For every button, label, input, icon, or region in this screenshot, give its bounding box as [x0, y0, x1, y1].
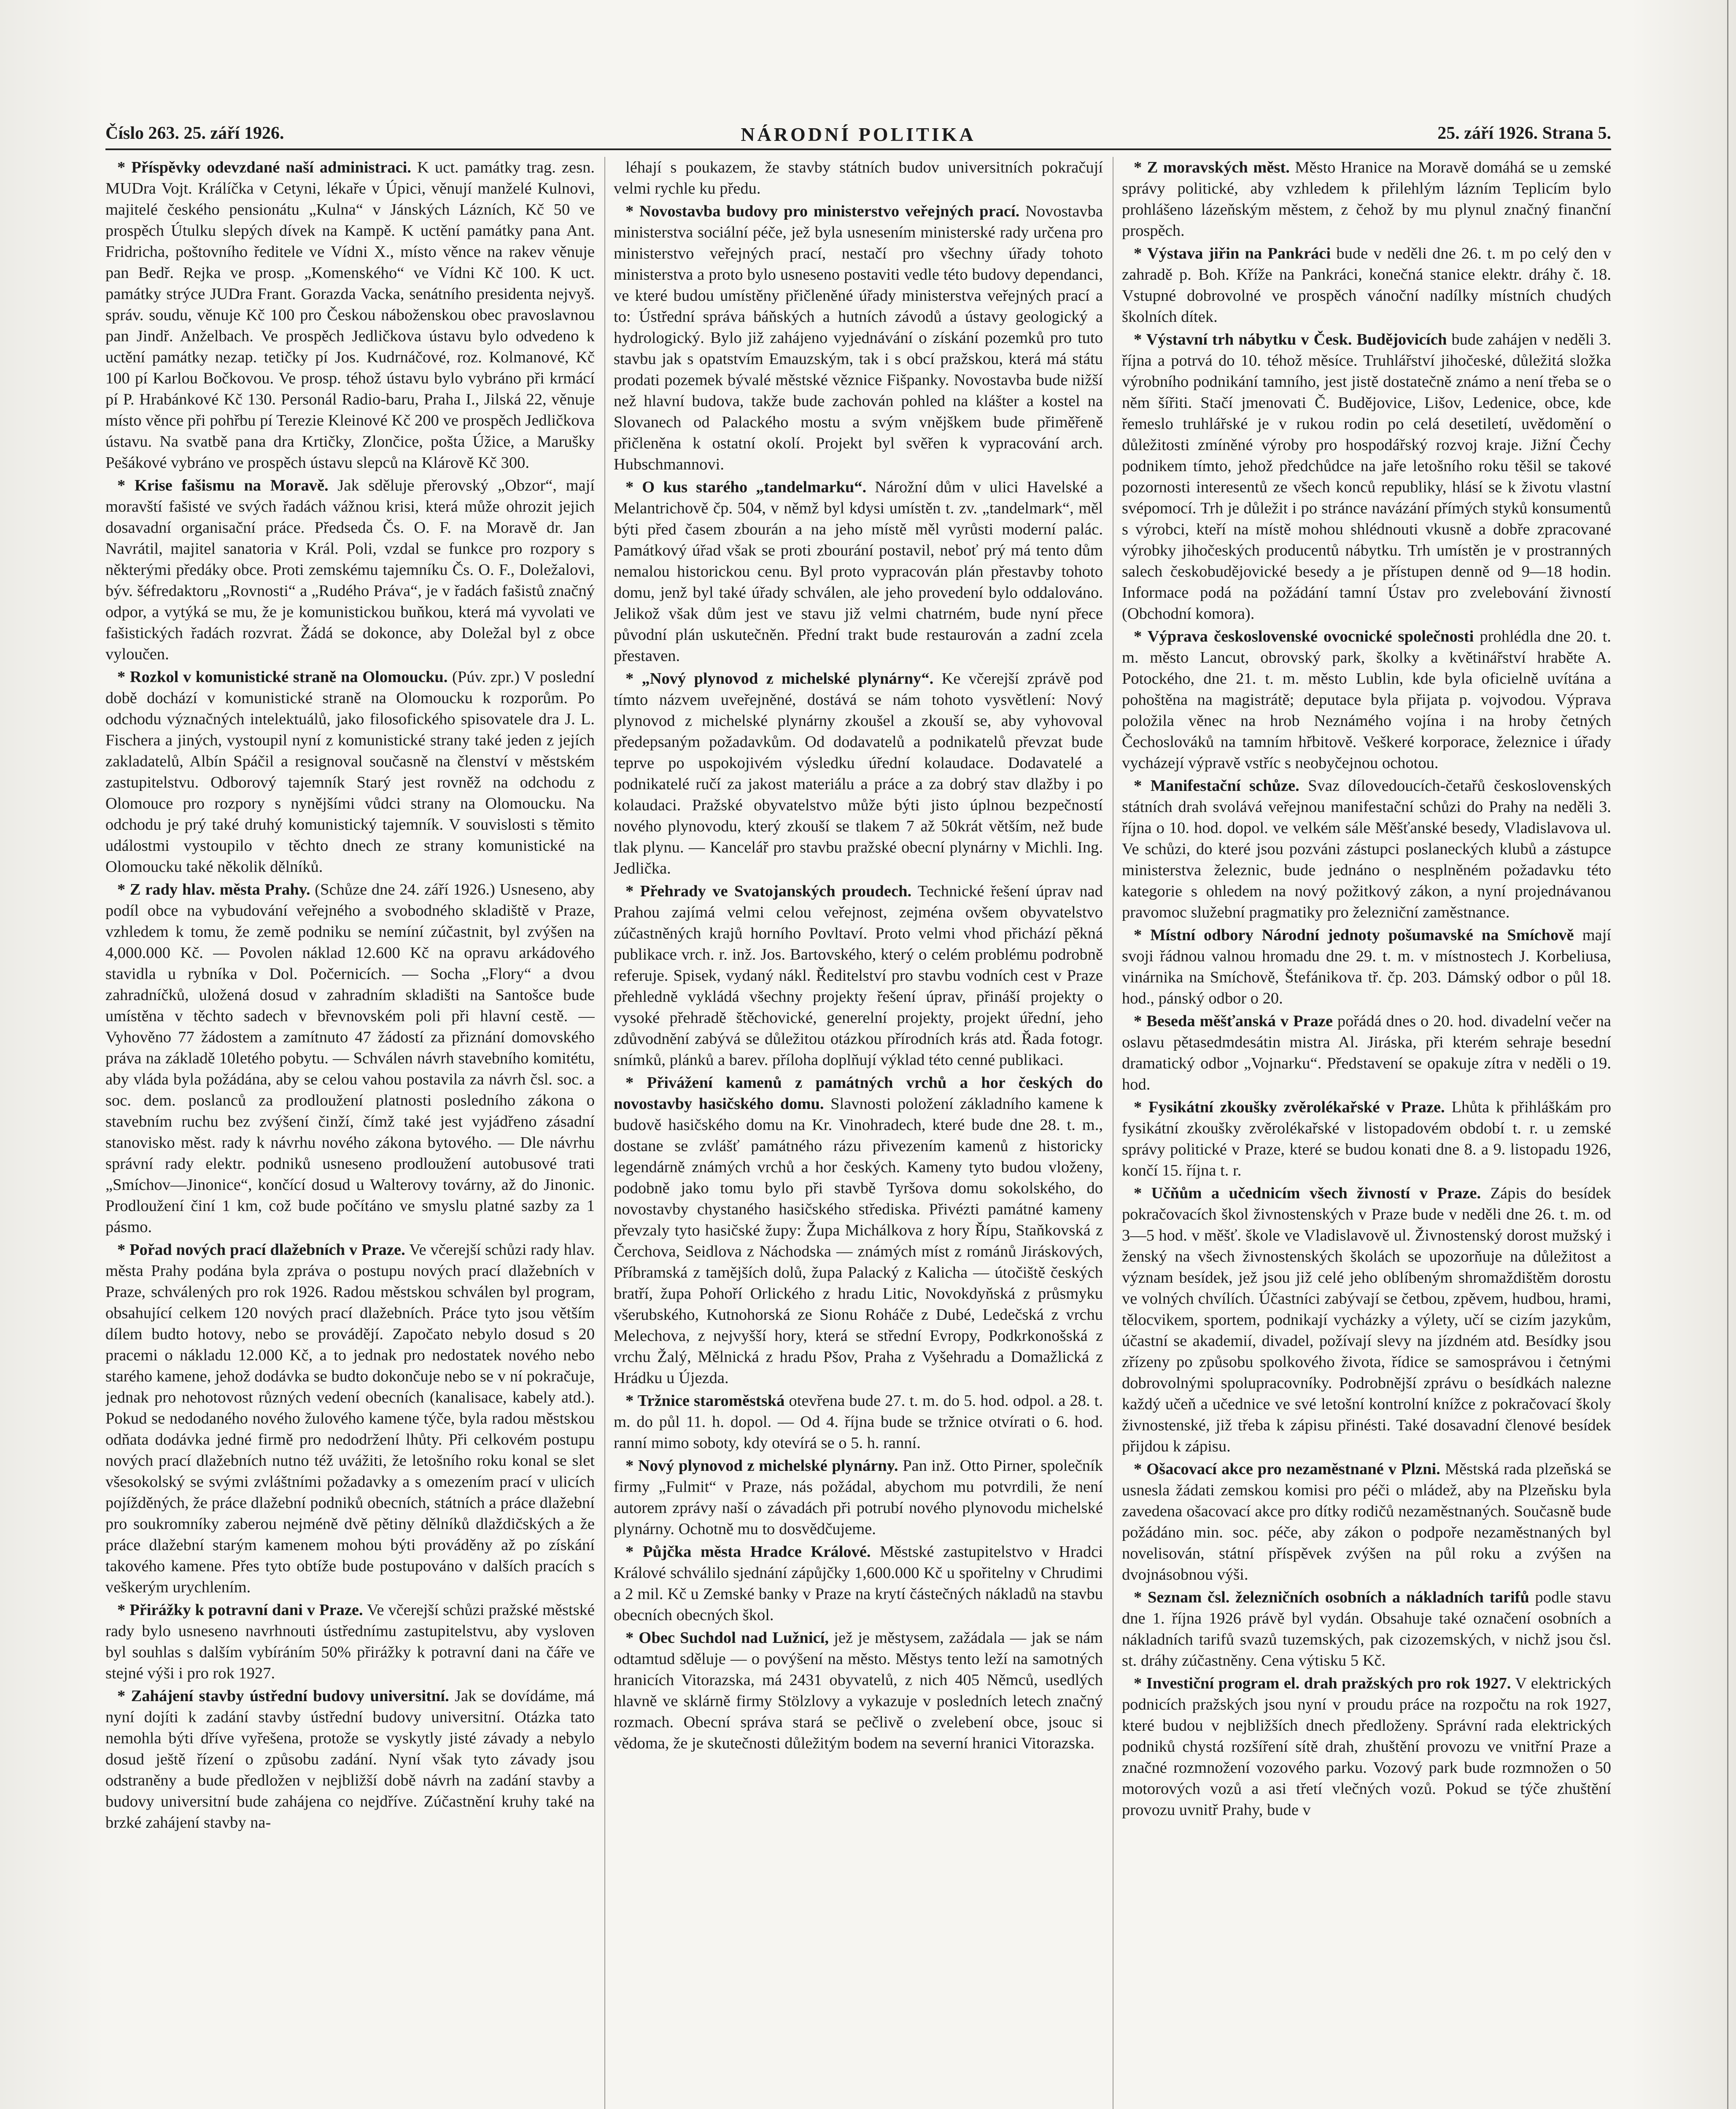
article-headline: * Ošacovací akce pro nezaměstnané v Plzni.: [1134, 1460, 1440, 1478]
article-body: (Púv. zpr.) V poslední době dochází v komunistické straně na Olomoucku k rozporům. Po odchodu význačných intelektuálů, jako filosofického spisovatele dra J. L. Fischera a jiných, vystoupil nyní z komunistické strany také jeden z jejích zakladatelů, Albín Spáčil a resignoval současně na členství v městském zastupitelstvu. Odborový tajemník Starý jest rovněž na odchodu z Olomouce pro rozpory s nynějšími vůdci strany na Olomoucku. Na odchodu je prý také druhý komunistický tajemník. V souvislosti s těmito událostmi vystoupilo v těchto dnech ze strany komunistické na Olomoucku také několik dělníků.: [105, 668, 595, 876]
article-headline: * Nový plynovod z michelské plynárny.: [625, 1457, 898, 1475]
article-paragraph: [1122, 1587, 1611, 1671]
column-3: [1122, 157, 1611, 2109]
article: [105, 1686, 595, 1833]
article: [614, 1541, 1103, 1626]
article-body: bude v neděli dne 26. t. m po celý den v zahradě p. Boh. Kříže na Pankráci, konečná stanice elektr. dráhy č. 18. Vstupné dobrovolné ve prospěch vánoční nadílky místních chudých školních dítek.: [1122, 245, 1611, 326]
article-headline: * Přehrady ve Svatojanských proudech.: [625, 882, 912, 900]
article: [1122, 1011, 1611, 1095]
article: [1122, 1587, 1611, 1671]
article-headline: * Pořad nových prací dlažebních v Praze.: [117, 1241, 405, 1259]
article: [105, 879, 595, 1238]
article-paragraph: [614, 881, 1103, 1071]
article-paragraph: [1122, 1183, 1611, 1457]
article-headline: * Místní odbory Národní jednoty pošumavské na Smíchově: [1134, 926, 1574, 944]
article-body: Jak se dovídáme, má nyní dojíti k zadání stavby ústřední budovy universitní. Otázka tato nemohla býti dříve vyřešena, protože se vyskytly jisté závady a nebylo dosud ještě řízení o způsobu zadání. Nyní však tyto závady jsou odstraněny a bude předložen v nejbližší době návrh na zadání stavby a budovy universitní bude zahájena co nejdříve. Zúčastnění kruhy také na brzké zahájení stavby na-: [105, 1687, 595, 1831]
article-paragraph: [614, 1627, 1103, 1754]
article-headline: * Tržnice staroměstská: [625, 1392, 785, 1410]
article: [1122, 1183, 1611, 1457]
article: [614, 1455, 1103, 1540]
article-headline: * Výstava jiřin na Pankráci: [1134, 245, 1331, 262]
article-body: V elektrických podnicích pražských jsou nyní v proudu práce na rozpočtu na rok 1927, které budou v nejbližších dnech předloženy. Správní rada elektrických podniků chystá rozšíření sítě drah, zhuštění provozu ve vnitřní Praze a značné rozmnožení vozového parku. Vozový park bude rozmnožen o 50 motorových vozů a asi třetí vlečných vozů. Pokud se týče zhuštění provozu uvnitř Prahy, bude v: [1122, 1675, 1611, 1819]
article-body: Slavnosti položení základního kamene k budově hasičského domu na Kr. Vinohradech, které bude dne 28. t. m., dostane se zvlášť památného rázu přivezením kamenů z historicky legendárně známých vrchů a hor českých. Kameny tyto budou vloženy, podobně jako tomu bylo při stavbě Tyršova domu sokolského, do novostavby chystaného hasičského střediska. Přivézti památné kameny převzaly tyto hasičské župy: Župa Michálkova z hory Řípu, Staňkovská z Čerchova, Seidlova z Náchodska — známých míst z románů Jiráskových, Příbramská z tamějších dolů, župa Palacký z Kalicha — útočiště českých bratří, župa Pohoří Orlického z hradu Litic, Novokdyňská z průsmyku všerubského, Kutnohorská ze Sionu Roháče z Dubé, Ledečská z vrchu Melechova, z nejvyšší hory, která se střední Evropy, Podkrkonošská z vrchu Žalý, Mělnická z hradu Pšov, Praha z Vyšehradu a Domažlická z Hrádku u Újezda.: [614, 1095, 1103, 1387]
article-body: (Schůze dne 24. září 1926.) Usneseno, aby podíl obce na vybudování veřejného a svobodného skladiště v Praze, vzhledem k tomu, že země podniku se nemíní zúčastnit, byl zvýšen na 4,000.000 Kč. — Povolen náklad 12.600 Kč na opravu arkádového stavidla u rybníka v Dol. Počernicích. — Socha „Flory“ a dvou zahradníčků, uložená dosud v zahradním skladišti na Santošce bude umístěna v těchto sadech v břevnovském poli při hlavní cestě. — Vyhověno 77 žádostem a zamítnuto 47 žádostí za přiznání domovského práva na základě 10letého pobytu. — Schválen návrh stavebního komitétu, aby vláda byla požádána, aby se celou vahou postavila za návrh čsl. soc. a soc. dem. poslanců za prodloužení platnosti posledního zákona o stavebním ruchu bez zvýšení činží, čímž také jest vyjádřeno zásadní stanovisko měst. rady k návrhu nového zákona bytového. — Dle návrhu správní rady elektr. podniků usneseno prodloužení autobusové trati „Smíchov—Jinonice“, končící dosud u Walterovy továrny, až do Jinonic. Prodloužení činí 1 km, což bude počítáno ve smyslu platné sazby za 1 pásmo.: [105, 881, 595, 1236]
header-rule: [105, 148, 1611, 150]
article-headline: * O kus starého „tandelmarku“.: [625, 478, 867, 496]
article-paragraph: [614, 477, 1103, 666]
article-headline: * Z rady hlav. města Prahy.: [117, 881, 310, 898]
article-headline: * Krise fašismu na Moravě.: [117, 477, 329, 494]
issue-number: Číslo 263. 25. září 1926.: [105, 124, 284, 143]
article-body: jež je městysem, zažádala — jak se nám odtamtud sděluje — o povýšení na město. Městys tento leží na samotných hranicích Vitorazska, má 2431 obyvatelů, z nich 405 Němců, usedlých hlavně ve sklárně firmy Stölzlovy a vykazuje v posledních letech značný rozmach. Obecní správa stará se pečlivě o zvelebení obce, jsouc si vědoma, že je skutečnosti důležitým bodem na severní hranici Vitorazska.: [614, 1629, 1103, 1752]
article-headline: * „Nový plynovod z michelské plynárny“.: [625, 670, 934, 688]
article-paragraph: [1122, 1673, 1611, 1820]
article-body: pořádá dnes o 20. hod. divadelní večer na oslavu pětasedmdesátin mistra Al. Jiráska, při kterém sehraje besední dramatický odbor „Vojnarku“. Představení se opakuje zítra v neděli o 19. hod.: [1122, 1012, 1611, 1093]
page-edge-line: [1727, 0, 1728, 2109]
article: [1122, 1097, 1611, 1181]
article-headline: * Výprava československé ovocnické společnosti: [1134, 628, 1474, 645]
article-body: Ke včerejší zprávě pod tímto názvem uveřejněné, dostává se nám tohoto vysvětlení: Nový plynovod z michelské plynárny zkoušel a zkouší se, aby vyhovoval předepsaným požadavkům. Od dodavatelů a podnikatelů převzat bude teprve po uspokojivém výsledku úřední kolaudace. Dodavatelé a podnikatelé ručí za jakost materiálu a práce a za dobrý stav dlažby i po kolaudaci. Pražské obyvatelstvo může býti jisto úplnou bezpečností nového plynovodu, který zkouší se tlakem 7 až 50krát větším, než bude tlak plynu. — Kancelář pro stavbu pražské obecní plynárny v Michli. Ing. Jedlička.: [614, 670, 1103, 877]
article-paragraph: [614, 1455, 1103, 1540]
article-paragraph: [1122, 1011, 1611, 1095]
article-headline: * Fysikátní zkoušky zvěrolékařské v Praze.: [1134, 1098, 1445, 1116]
masthead: NÁRODNÍ POLITIKA: [741, 124, 976, 145]
article-body: Městská rada plzeňská se usnesla žádati zemskou komisi pro péči o mládež, aby na Plzeňsku byla zavedena ošacovací akce pro dítky rodičů nezaměstnaných. Současně bude požádáno min. soc. péče, aby zákon o podpoře nezaměstnaných byl novelisován, státní příspěvek zvýšen na půl roku a zvýšen na dvojnásobnou výši.: [1122, 1460, 1611, 1583]
article-headline: * Obec Suchdol nad Lužnicí,: [625, 1629, 829, 1647]
article-paragraph: [614, 157, 1103, 199]
article-paragraph: [614, 668, 1103, 879]
article: [614, 1627, 1103, 1754]
article-headline: * Beseda měšťanská v Praze: [1134, 1012, 1333, 1030]
article-paragraph: [614, 201, 1103, 475]
article-paragraph: [1122, 1097, 1611, 1181]
article-body: otevřena bude 27. t. m. do 5. hod. odpol. a 28. t. m. do půl 11. h. dopol. — Od 4. října bude se tržnice otvírati o 6. hod. ranní mimo soboty, kdy otevírá se o 5. h. ranní.: [614, 1392, 1103, 1452]
article-headline: * Přivážení kamenů z památných vrchů a hor českých do novostavby hasičského domu.: [614, 1074, 1103, 1113]
article-body: Svaz dílovedoucích-četařů československých státních drah svolává veřejnou manifestační schůzi do Prahy na neděli 3. října o 10. hod. dopol. ve velkém sále Měšťanské besedy, Vladislavova ul. Ve schůzi, do které jsou pozváni zástupci poslaneckých klubů a zástupce ministerstva železnic, bude jednáno o nesplněném požadavku této kategorie s ohledem na nový požitkový zákon, a nyní projednávanou pravomoc služební pragmatiky pro železniční zaměstnance.: [1122, 777, 1611, 921]
article-body: prohlédla dne 20. t. m. město Lancut, obrovský park, školky a květinářství hraběte A. Potockého, dne 21. t. m. město Lublin, kde byla oficielně uvítána a pohoštěna na magistrátě; deputace byla přijata p. vojvodou. Výprava položila věnec na hrob Neznámého vojína i na hroby četných Čechoslováků na tamním hřbitově. Veškeré korporace, železnice i úřady vycházejí výpravě vstříc s neobyčejnou ochotou.: [1122, 628, 1611, 772]
article: [614, 1072, 1103, 1389]
article: [1122, 157, 1611, 241]
article-paragraph: [1122, 925, 1611, 1009]
article: [105, 157, 595, 473]
article-paragraph: [1122, 243, 1611, 327]
column-2: [614, 157, 1103, 2109]
article: [614, 668, 1103, 879]
article: [614, 201, 1103, 475]
article-body: Město Hranice na Moravě domáhá se u zemské správy politické, aby vzhledem k přilehlým lázním Teplicím bylo prohlášeno lázeňským městem, z čehož by mu plynul značný finanční prospěch.: [1122, 159, 1611, 240]
article-paragraph: [1122, 1459, 1611, 1585]
article: [614, 157, 1103, 199]
article-paragraph: [105, 1239, 595, 1598]
article: [1122, 925, 1611, 1009]
article-body: Ve včerejší schůzi pražské městské rady bylo usneseno navrhnouti ústřednímu zastupitelstvu, aby vysloven byl souhlas s dalším vybíráním 50% přirážky k potravní dani na čáře ve stejné výši i pro rok 1927.: [105, 1601, 595, 1682]
article-paragraph: [614, 1390, 1103, 1454]
article-headline: * Výstavní trh nábytku v Česk. Budějovicích: [1134, 331, 1447, 348]
article-headline: * Manifestační schůze.: [1134, 777, 1299, 795]
article-paragraph: [1122, 329, 1611, 624]
article-headline: * Z moravských měst.: [1134, 159, 1290, 176]
article-body: Lhůta k přihláškám pro fysikátní zkoušky zvěrolékařské v listopadovém období t. r. u zemské správy politické v Praze, které se budou konati dne 8. a 9. listopadu 1926, končí 15. října t. r.: [1122, 1098, 1611, 1179]
article-paragraph: [1122, 626, 1611, 774]
article: [105, 666, 595, 877]
article-paragraph: [105, 157, 595, 473]
article: [105, 1239, 595, 1598]
page-header: [105, 123, 1611, 148]
article: [1122, 329, 1611, 624]
article-paragraph: [105, 475, 595, 665]
article-body: léhají s poukazem, že stavby státních budov universitních pokračují velmi rychle ku předu.: [614, 159, 1103, 197]
article: [1122, 1673, 1611, 1820]
article-body: Jak sděluje přerovský „Obzor“, mají moravští fašisté ve svých řadách vážnou krisi, která může ohrozit jejich dosavadní organisační práce. Předseda Čs. O. F. na Moravě dr. Jan Navrátil, majitel sanatoria v Král. Poli, vzdal se funkce pro rozpory s některými předáky obce. Proti zemskému tajemníku Čs. O. F., Doležalovi, býv. šéfredaktoru „Rovnosti“ a „Rudého Práva“, je v řadách fašistů značný odpor, a vytýká se mu, že je komunistickou buňkou, která má vyvolati ve fašistických řadách rozvrat. Žádá se dokonce, aby Doležal byl z obce vyloučen.: [105, 477, 595, 663]
article-headline: * Investiční program el. drah pražských pro rok 1927.: [1134, 1675, 1511, 1692]
article-headline: * Zahájení stavby ústřední budovy universitní.: [117, 1687, 449, 1705]
article-paragraph: [105, 879, 595, 1238]
columns: [105, 157, 1611, 2109]
article-headline: * Rozkol v komunistické straně na Olomoucku.: [117, 668, 448, 686]
column-1: [105, 157, 595, 2109]
article-headline: * Učňům a učednicím všech živností v Praze.: [1134, 1184, 1481, 1202]
article-paragraph: [105, 1686, 595, 1833]
article-body: mají svoji řádnou valnou hromadu dne 29. t. m. v místnostech J. Korbeliusa, vinárnika na Smíchově, Štefánikova tř. čp. 203. Dámský odbor o půl 18. hod., pánský odbor o 20.: [1122, 926, 1611, 1007]
article-headline: * Novostavba budovy pro ministerstvo veřejných prací.: [625, 202, 1020, 220]
article-paragraph: [105, 1599, 595, 1684]
article: [1122, 243, 1611, 327]
article-headline: * Seznam čsl. železničních osobních a nákladních tarifů: [1134, 1588, 1529, 1606]
article: [1122, 775, 1611, 923]
article: [614, 1390, 1103, 1454]
article-headline: * Přirážky k potravní dani v Praze.: [117, 1601, 363, 1619]
column-divider: [604, 157, 605, 2109]
article-body: Městské zastupitelstvo v Hradci Králové schválilo sjednání zápůjčky 1,600.000 Kč u spořitelny v Chrudimi a 2 mil. Kč u Zemské banky v Praze na krytí částečných nákladů na stavbu obecních obecných škol.: [614, 1543, 1103, 1624]
article-body: Technické řešení úprav nad Prahou zajímá velmi celou veřejnost, zejména ovšem obyvatelstvo zúčastněných krajů horního Povltaví. Proto velmi vhod přichází pěkná publikace vrch. r. inž. Jos. Bartovského, který o celém problému podrobně referuje. Spisek, vydaný nákl. Ředitelství pro stavbu vodních cest v Praze přehledně vykládá všechny projekty řešení úprav, přináší projekty o vysoké přehradě štěchovické, generelní projekty, projekt úřední, jeho zdůvodnění zabývá se důležitou otázkou přírodních krás atd. Řada fotogr. snímků, plánků a barev. příloha doplňují výklad této cenné publikaci.: [614, 882, 1103, 1069]
article: [614, 477, 1103, 666]
article: [105, 1599, 595, 1684]
article-body: Ve včerejší schůzi rady hlav. města Prahy podána byla zpráva o postupu nových prací dlažebních v Praze, schválených pro rok 1926. Radou městskou schválen byl program, obsahující celkem 120 nových prací dlažebních. Práce tyto jsou větším dílem budto hotovy, nebo se provádějí. Započato nebylo dosud s 20 pracemi o nákladu 12.000 Kč, a to jednak pro nedostatek nového nebo starého kamene, jehož dodávka se budto dokončuje nebo se v ní pokračuje, jednak pro nehotovost různých vedení obecních (kanalisace, kabely atd.). Pokud se nedodaného nového žulového kamene týče, byla radou městskou odňata dodávka jedné firmě pro nedodržení lhůty. Při celkovém postupu nových prací dlažebních nutno též uvážiti, že letošního roku konal se slet všesokolský se svými zvláštními požadavky a s omezením prací v ulicích pojížděných, že práce dlažební podniků obecních, státních a práce dlažební pro soukromníky zaberou nejméně dvě pětiny dělníků dlaždičských a že práce dlažební starým kamenem mohou býti prováděny až po získání takového kamene. Přes tyto obtíže bude postupováno v dalších pracích s veškerým urychlením.: [105, 1241, 595, 1596]
article-body: Pan inž. Otto Pirner, společník firmy „Fulmit“ v Praze, nás požádal, abychom mu potvrdili, že není autorem zprávy naší o závadách při potrubí nového plynovodu michelské plynárny. Ochotně mu to dosvědčujeme.: [614, 1457, 1103, 1538]
article-body: Nárožní dům v ulici Havelské a Melantrichově čp. 504, v němž byl kdysi umístěn t. zv. „tandelmark“, měl býti před časem zbourán a na jeho místě měl vyrůsti moderní palác. Památkový úřad však se proti zbourání postavil, neboť prý má tento dům nemalou historickou cenu. Byl proto vypracován plán přestavby tohoto domu, jenž byl také úřady schválen, ale jeho provedení bylo oddalováno. Jelikož však dům jest ve stavu již velmi chatrném, bude nyní přece původní plán uskutečněn. Přední trakt bude restaurován a zadní zcela přestaven.: [614, 478, 1103, 665]
article-body: bude zahájen v neděli 3. října a potrvá do 10. téhož měsíce. Truhlářství jihočeské, důležitá složka výrobního podnikání tamního, jest jistě dostatečně známo a není třeba se o něm šířiti. Stačí jmenovati Č. Budějovice, Lišov, Ledenice, obce, kde řemeslo truhlářské je v rukou rodin po celá desetiletí, uvědomění o důležitosti zmíněné výroby pro hospodářský rozvoj kraje. Jižní Čechy podnikem tímto, jehož předchůdce na jaře letošního roku těšil se takové pozornosti interesentů ze všech konců republiky, hlásí se k životu vlastní svépomocí. Trh je důležit i po stránce navázání přímých styků konsumentů s výrobci, kteří na místě mohou shlédnouti vkusně a dobře zpracované výrobky jihočeských producentů nábytku. Trh umístěn je v prostranných salech českobudějovické besedy a je přístupen denně od 9—18 hodin. Informace podá na požádání tamní Ústav pro zvelebování živností (Obchodní komora).: [1122, 331, 1611, 623]
article: [105, 475, 595, 665]
article-body: K uct. památky trag. zesn. MUDra Vojt. Králíčka v Cetyni, lékaře v Úpici, věnují manželé Kulnovi, majitelé českého pensionátu „Kulna“ v Jánských Lázních, Kč 50 ve prospěch Útulku slepých dívek na Kampě. K uctění památky pana Ant. Fridricha, poštovního ředitele ve Vídni X., místo věnce na rakev věnuje pan Bedř. Rejka ve prosp. „Komenského“ ve Vídni Kč 100. K uct. památky strýce JUDra Frant. Gorazda Vacka, senátního presidenta nejvyš. správ. soudu, věnuje Kč 100 pro Českou náboženskou obec pravoslavnou pan Jindř. Anželbach. Ve prospěch Jedličkova ústavu bylo odvedeno k uctění památky nezap. tetičky pí Jos. Kudrnáčové, roz. Kolmanové, Kč 100 pí Karlou Bočkovou. Ve prosp. téhož ústavu bylo vybráno při krmácí pí P. Hrabánkové Kč 130. Personál Radio-baru, Praha I., Jilská 22, věnuje místo věnce při pohřbu pí Terezie Kleinové Kč 200 ve prospěch Jedličkova ústavu. Na svatbě pana dra Krtičky, Zlončice, pošta Úžice, a Marušky Pešákové vybráno ve prospěch ústavu slepců na Klárově Kč 300.: [105, 159, 595, 472]
article: [1122, 1459, 1611, 1585]
article: [614, 881, 1103, 1071]
article-paragraph: [105, 666, 595, 877]
article-paragraph: [614, 1072, 1103, 1389]
article-paragraph: [1122, 775, 1611, 923]
article-body: podle stavu dne 1. října 1926 právě byl vydán. Obsahuje také označení osobních a nákladních tarifů svazů tuzemských, pak cizozemských, v nichž jsou čsl. st. dráhy zúčastněny. Cena výtisku 5 Kč.: [1122, 1588, 1611, 1669]
article-headline: * Půjčka města Hradce Králové.: [625, 1543, 871, 1561]
article: [1122, 626, 1611, 774]
article-headline: * Příspěvky odevzdané naší administraci.: [117, 159, 411, 176]
page-number: 25. září 1926. Strana 5.: [1437, 124, 1611, 143]
article-paragraph: [1122, 157, 1611, 241]
article-paragraph: [614, 1541, 1103, 1626]
article-body: Novostavba ministerstva sociální péče, jež byla usnesením ministerské rady určena pro ministerstvo veřejných prací, nestačí pro všechny úřady tohoto ministerstva a proto bylo usneseno postaviti vedle této budovy dependanci, ve které budou umístěny přičleněné úřady ministerstva veřejných prací a to: Ústřední správa báňských a hutních závodů a ústavy geologický a hydrologický. Bylo již zahájeno vyjednávání o získání pozemků pro tuto stavbu jak s opatstvím Emauzským, tak i s obcí pražskou, která má státu prodati pozemek bývalé městské věznice Fišpanky. Novostavba bude nižší než hlavní budova, takže bude zachován pohled na klášter a kostel na Slovanech od Palackého mostu a svým vnějškem bude přiměřeně přičleněna k ostatní okolí. Projekt byl svěřen k vypracování arch. Hubschmannovi.: [614, 202, 1103, 473]
article-body: Zápis do besídek pokračovacích škol živnostenských v Praze bude v neděli dne 26. t. m. od 3—5 hod. v měšť. škole ve Vladislavově ul. Živnostenský dorost mužský i ženský na všech živnostenských školách se upozorňuje na důležitost a význam besídek, jež jsou již celé jeho oblíbeným shromaždištěm dorostu ve volných chvílích. Účastníci zabývají se četbou, zpěvem, hudbou, hrami, tělocvikem, sportem, podnikají vycházky a výlety, učí se cizím jazykům, účastní se akademií, divadel, požívají slevy na jízdném atd. Besídky jsou zřízeny po způsobu spolkového života, řídice se samosprávou i četnými dobrovolnými spolupracovníky. Podrobnější zprávu o besídkách nalezne každý učeň a učednice ve své letošní kontrolní knížce z pokračovací školy živnostenské, již třeba k zápisu přinésti. Také dosavadní členové besídek přijdou k zápisu.: [1122, 1184, 1611, 1455]
